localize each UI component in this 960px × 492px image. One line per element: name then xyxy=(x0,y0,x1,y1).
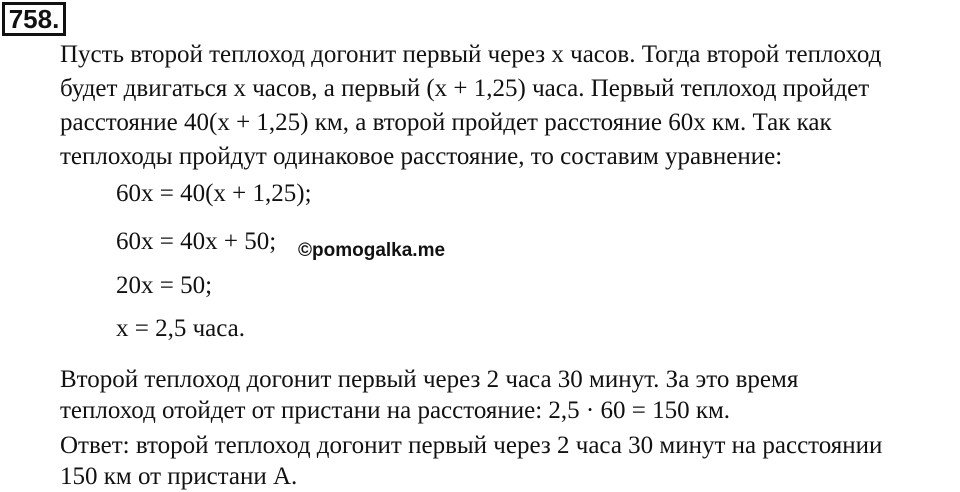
equation-2: 60x = 40x + 50; xyxy=(116,228,277,255)
problem-number: 758. xyxy=(2,2,66,36)
equation-4: x = 2,5 часа. xyxy=(116,315,246,342)
equation-3: 20x = 50; xyxy=(116,272,213,299)
intro-line-3: расстояние 40(x + 1,25) км, а второй пройдет расстояние 60x км. Так как xyxy=(60,109,832,136)
conclusion-line-1: Второй теплоход догонит первый через 2 часа 30 минут. За это время xyxy=(60,366,799,393)
intro-line-1: Пусть второй теплоход догонит первый через x часов. Тогда второй теплоход xyxy=(60,41,882,68)
intro-line-2: будет двигаться x часов, а первый (x + 1,25) часа. Первый теплоход пройдет xyxy=(60,75,870,102)
answer-line-2: 150 км от пристани A. xyxy=(60,463,298,490)
watermark: ©pomogalka.me xyxy=(298,240,446,261)
conclusion-line-2: теплоход отойдет от пристани на расстояние: 2,5 · 60 = 150 км. xyxy=(60,397,731,424)
intro-line-4: теплоходы пройдут одинаковое расстояние, то составим уравнение: xyxy=(60,143,783,170)
equation-1: 60x = 40(x + 1,25); xyxy=(116,180,312,207)
answer-line-1: Ответ: второй теплоход догонит первый через 2 часа 30 минут на расстоянии xyxy=(60,432,883,459)
